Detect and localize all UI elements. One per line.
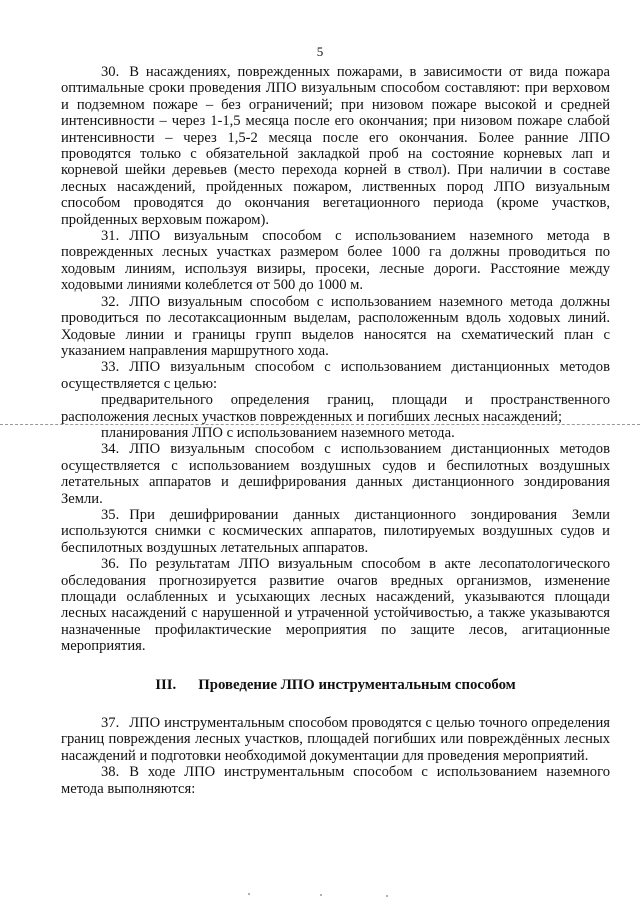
page-number: 5 [316, 44, 324, 59]
section-number: III. [155, 676, 177, 693]
paragraph-number: 38. [101, 764, 120, 781]
paragraph [61, 556, 610, 654]
paragraph [61, 425, 610, 441]
paragraph-text: предварительного определения границ, площади и пространственного расположения лесных участков поврежденных и погибших лесных насаждений; [61, 392, 610, 425]
paragraph-text: При дешифрировании данных дистанционного зондирования Земли используются снимки с космических аппаратов, пилотируемых воздушных судов и беспилотных воздушных летательных аппаратов. [61, 506, 610, 556]
paragraph-number: 30. [101, 64, 120, 80]
paragraph-text: По результатам ЛПО визуальным способом в акте лесопатологического обследования прогнозируется развитие очагов вредных организмов, изменение площади ослабленных и усыхающих лесных насаждений, указываются площади лесных насаждений с нарушенной и утраченной устойчивостью, а также указываются назначенные профилактические мероприятия по защите лесов, агитационные мероприятия. [61, 556, 610, 655]
scan-speck [320, 894, 322, 896]
paragraph-number: 32. [101, 293, 120, 310]
paragraph-number: 36. [101, 556, 120, 573]
scan-speck [386, 895, 388, 897]
paragraph-text: планирования ЛПО с использованием наземного метода. [101, 424, 455, 441]
paragraphs-before [61, 64, 610, 655]
paragraph-text: ЛПО визуальным способом с использованием наземного метода в поврежденных лесных участках размером более 1000 га должны проводиться по ходовым линиям, используя визиры, просеки, лесные дороги. Расстояние между ходовыми линиями колеблется от 500 до 1000 м. [61, 228, 610, 294]
paragraph-number: 34. [101, 441, 120, 458]
paragraphs-after [61, 715, 610, 797]
paragraph [61, 715, 610, 764]
paragraph [61, 507, 610, 556]
paragraph-text: ЛПО инструментальным способом проводятся с целью точного определения границ повреждения лесных участков, площадей погибших или повреждённых лесных насаждений и подготовки необходимой документации для проведения мероприятий. [61, 715, 610, 764]
paragraph [61, 294, 610, 360]
paragraph-number: 37. [101, 715, 120, 732]
paragraph [61, 64, 610, 228]
paragraph [61, 228, 610, 294]
paragraph-text: ЛПО визуальным способом с использованием дистанционных методов осуществляется с целью: [61, 359, 610, 392]
paragraph-text: ЛПО визуальным способом с использованием дистанционных методов осуществляется с использованием воздушных судов и беспилотных воздушных летательных аппаратов и дешифрирования данных дистанционного зондирования Земли. [61, 441, 610, 507]
paragraph [61, 359, 610, 392]
section-heading [61, 677, 610, 693]
paragraph-number: 33. [101, 359, 120, 376]
paragraph-text: В насаждениях, поврежденных пожарами, в зависимости от вида пожара оптимальные сроки проведения ЛПО визуальным способом составляют: при верховом и подземном пожаре – без ограничений; при низовом пожаре высокой и средней интенсивности – через 1-1,5 месяца после его окончания; при низовом пожаре слабой интенсивности – через 1,5-2 месяца после его окончания. Более ранние ЛПО проводятся только с обязательной закладкой проб на состояние корневых лап и корневой шейки деревьев (место перехода корней в ствол). При наличии в составе лесных насаждений, пройденных пожаром, лиственных пород ЛПО визуальным способом проводятся до окончания вегетационного периода (кроме участков, пройденных верховым пожаром). [61, 64, 610, 228]
paragraph [61, 441, 610, 507]
section-title: Проведение ЛПО инструментальным способом [198, 676, 516, 693]
paragraph-number: 31. [101, 228, 120, 245]
scan-speck [248, 893, 250, 895]
paragraph [61, 764, 610, 797]
document-body [61, 64, 610, 797]
paragraph-number: 35. [101, 506, 120, 523]
paragraph-text: В ходе ЛПО инструментальным способом с использованием наземного метода выполняются: [61, 764, 610, 797]
paragraph-text: ЛПО визуальным способом с использованием наземного метода должны проводиться по лесотаксационным выделам, расположенным вдоль ходовых линий. Ходовые линии и границы групп выделов наносятся на схематический план с указанием направления маршрутного хода. [61, 293, 610, 359]
paragraph [61, 392, 610, 425]
